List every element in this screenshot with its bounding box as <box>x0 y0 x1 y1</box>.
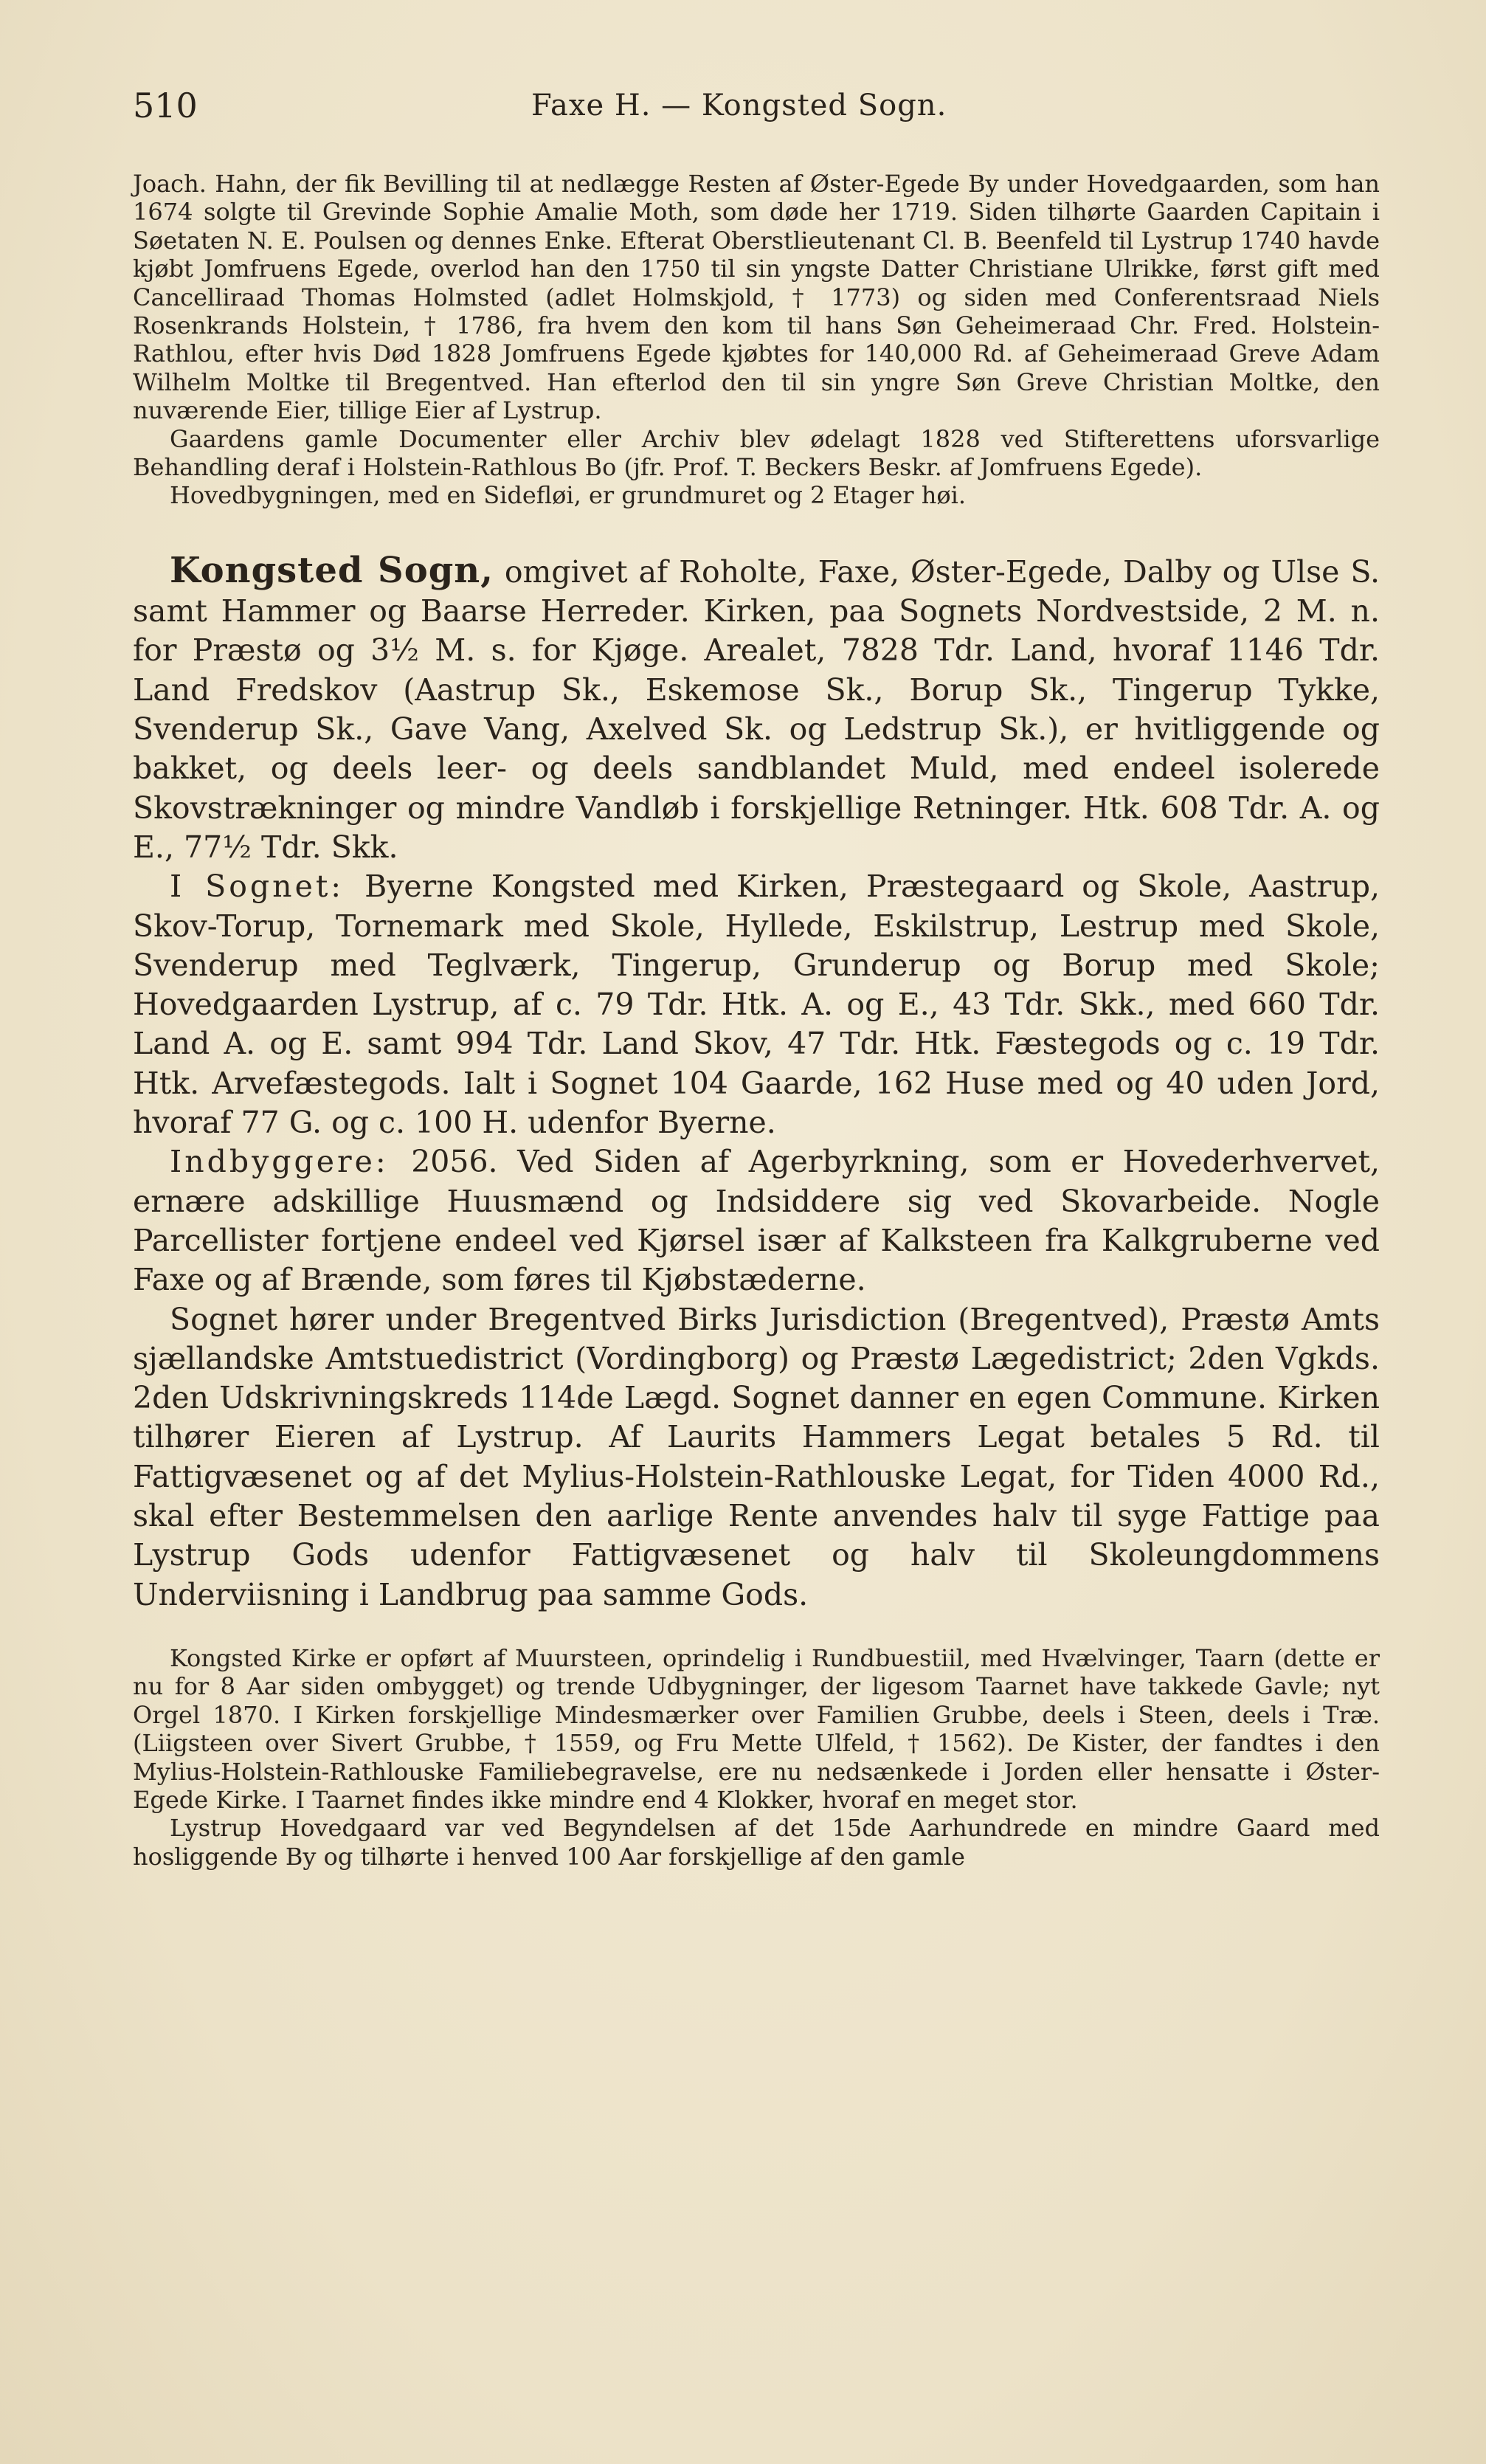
paragraph-hahn: Joach. Hahn, der fik Bevilling til at nedlægge Resten af Øster-Egede By under Hovedgaarden, som han 1674 solgte til Grevinde Sophie Amalie Moth, som døde her 1719. Siden tilhørte Gaarden Capitain i Søetaten N. E. Poulsen og dennes Enke. Efterat Oberstlieutenant Cl. B. Beenfeld til Lystrup 1740 havde kjøbt Jomfruens Egede, overlod han den 1750 til sin yngste Datter Christiane Ulrikke, først gift med Cancelliraad Thomas Holmsted (adlet Holmskjold, † 1773) og siden med Conferentsraad Niels Rosenkrands Holstein, † 1786, fra hvem den kom til hans Søn Geheimeraad Chr. Fred. Holstein-Rathlou, efter hvis Død 1828 Jomfruens Egede kjøbtes for 140,000 Rd. af Geheimeraad Greve Adam Wilhelm Moltke til Bregentved. Han efterlod den til sin yngre Søn Greve Christian Moltke, den nuværende Eier, tillige Eier af Lystrup. <box>133 170 1380 425</box>
villages-text: Byerne Kongsted med Kirken, Præstegaard og Skole, Aastrup, Skov-Torup, Tornemark med Skole, Hyllede, Eskilstrup, Lestrup med Skole, Svenderup med Teglværk, Tingerup, Grunderup og Borup med Skole; Hovedgaarden Lystrup, af c. 79 Tdr. Htk. A. og E., 43 Tdr. Skk., med 660 Tdr. Land A. og E. samt 994 Tdr. Land Skov, 47 Tdr. Htk. Fæstegods og c. 19 Tdr. Htk. Arvefæstegods. Ialt i Sognet 104 Gaarde, 162 Huse med og 40 uden Jord, hvoraf 77 G. og c. 100 H. udenfor Byerne. <box>133 869 1380 1141</box>
villages-label: I Sognet: <box>170 869 365 905</box>
paragraph-main-building: Hovedbygningen, med en Sidefløi, er grundmuret og 2 Etager høi. <box>170 481 966 510</box>
inhabitants-text: 2056. Ved Siden af Agerbyrkning, som er Hovederhvervet, ernære adskillige Huusmænd og Indsiddere sig ved Skovarbeide. Nogle Parcellister fortjene endeel ved Kjørsel især af Kalksteen fra Kalkgruberne ved Faxe og af Brænde, som føres til Kjøbstæderne. <box>133 1144 1380 1298</box>
page-content <box>133 170 1380 1871</box>
page-header <box>133 80 1350 131</box>
parish-description: omgivet af Roholte, Faxe, Øster-Egede, Dalby og Ulse S. samt Hammer og Baarse Herreder. Kirken, paa Sognets Nordvestside, 2 M. n. for Præstø og 3½ M. s. for Kjøge. Arealet, 7828 Tdr. Land, hvoraf 1146 Tdr. Land Fredskov (Aastrup Sk., Eskemose Sk., Borup Sk., Tingerup Tykke, Svenderup Sk., Gave Vang, Axelved Sk. og Ledstrup Sk.), er hvitliggende og bakket, og deels leer- og deels sandblandet Muld, med endeel isolerede Skovstrækninger og mindre Vandløb i forskjellige Retninger. Htk. 608 Tdr. A. og E., 77½ Tdr. Skk. <box>133 553 1380 865</box>
paragraph-documents: Gaardens gamle Documenter eller Archiv blev ødelagt 1828 ved Stifterettens uforsvarlige Behandling deraf i Holstein-Rathlous Bo (jfr. Prof. T. Beckers Beskr. af Jomfruens Egede). <box>133 424 1380 482</box>
note-church: Kongsted Kirke er opført af Muursteen, oprindelig i Rundbuestiil, med Hvælvinger, Taarn (dette er nu for 8 Aar siden ombygget) og trende Udbygninger, der ligesom Taarnet have takkede Gavle; nyt Orgel 1870. I Kirken forskjellige Mindesmærker over Familien Grubbe, deels i Steen, deels i Træ. (Liigsteen over Sivert Grubbe, † 1559, og Fru Mette Ulfeld, † 1562). De Kister, der fandtes i den Mylius-Holstein-Rathlouske Familiebegravelse, ere nu nedsænkede i Jorden eller hensatte i Øster-Egede Kirke. I Taarnet findes ikke mindre end 4 Klokker, hvoraf en meget stor. <box>133 1643 1380 1814</box>
note-lystrup: Lystrup Hovedgaard var ved Begyndelsen af det 15de Aarhundrede en mindre Gaard med hosliggende By og tilhørte i henved 100 Aar forskjellige af den gamle <box>133 1814 1380 1871</box>
paragraph-parish-intro <box>133 551 1380 867</box>
section-heading: Kongsted Sogn, <box>170 549 494 591</box>
page-number: 510 <box>133 86 198 125</box>
paragraph-jurisdiction: Sognet hører under Bregentved Birks Jurisdiction (Bregentved), Præstø Amts sjællandske Amtstuedistrict (Vordingborg) og Præstø Lægedistrict; 2den Vgkds. 2den Udskrivningskreds 114de Lægd. Sognet danner en egen Commune. Kirken tilhører Eieren af Lystrup. Af Laurits Hammers Legat betales 5 Rd. til Fattigvæsenet og af det Mylius-Holstein-Rathlouske Legat, for Tiden 4000 Rd., skal efter Bestemmelsen den aarlige Rente anvendes halv til syge Fattige paa Lystrup Gods udenfor Fattigvæsenet og halv til Skoleungdommens Underviisning i Landbrug paa samme Gods. <box>133 1301 1380 1612</box>
running-title: Faxe H. — Kongsted Sogn. <box>531 89 947 122</box>
paragraph-villages <box>133 867 1380 1142</box>
inhabitants-label: Indbyggere: <box>170 1144 412 1180</box>
paragraph-inhabitants <box>133 1142 1380 1300</box>
